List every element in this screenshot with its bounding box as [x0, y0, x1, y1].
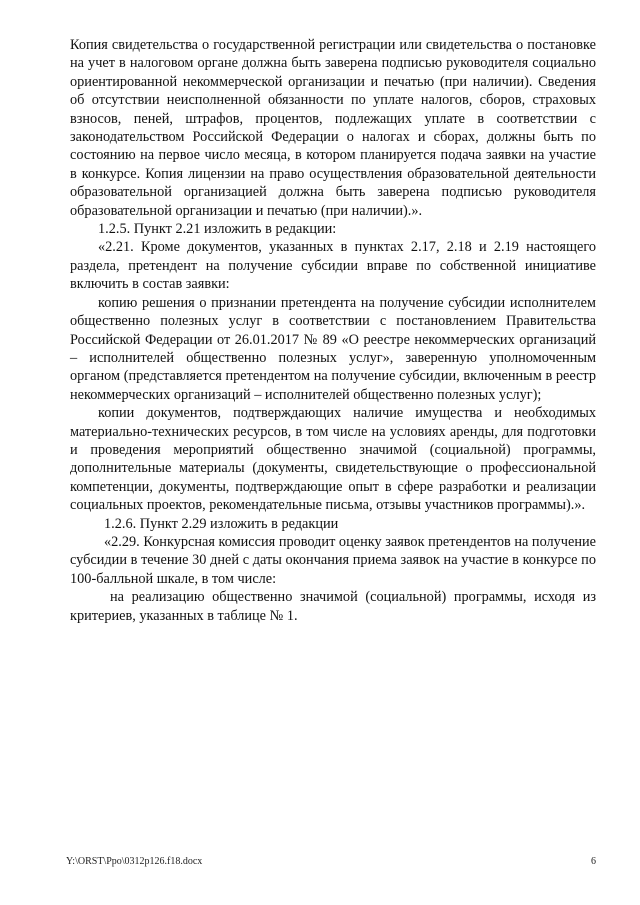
paragraph-item-1-2-6: 1.2.6. Пункт 2.29 изложить в редакции — [104, 515, 339, 532]
document-body — [70, 36, 596, 625]
paragraph-item-1-2-5: 1.2.5. Пункт 2.21 изложить в редакции: — [98, 221, 337, 238]
footer-file-path: Y:\ORST\Ppo\0312p126.f18.docx — [66, 856, 203, 867]
paragraph-clause-2-29: «2.29. Конкурсная комиссия проводит оценку заявок претендентов на получение субсидии в течение 30 дней с даты окончания приема заявок на участие в конкурсе по 100-балльной шкале, в том числе: — [70, 533, 596, 587]
paragraph-program-criteria: на реализацию общественно значимой (социальной) программы, исходя из критериев, указанных в таблице № 1. — [70, 589, 596, 624]
paragraph-property-documents: копии документов, подтверждающих наличие имущества и необходимых материально-технических ресурсов, в том числе на условиях аренды, для подготовки и проведения мероприятий общественно значимой (социальной) программы, дополнительные материалы (документы, свидетельствующие о профессиональной компетенции, документы, подтверждающие опыт в сфере разработки и реализации социальных проектов, рекомендательные письма, отзывы участников программы).». — [70, 405, 596, 514]
paragraph-registry-decision: копию решения о признании претендента на получение субсидии исполнителем общественно полезных услуг в соответствии с постановлением Правительства Российской Федерации от 26.01.2017 № 89 «О реестре некоммерческих организаций – исполнителей общественно полезных услуг», заверенную уполномоченным органом (представляется претендентом на получение субсидии, включенным в реестр некоммерческих организаций – исполнителей общественно полезных услуг); — [70, 294, 596, 403]
paragraph-copy-requirements: Копия свидетельства о государственной регистрации или свидетельства о постановке на учет в налоговом органе должна быть заверена подписью руководителя социально ориентированной некоммерческой организации и печатью (при наличии). Сведения об отсутствии неисполненной обязанности по уплате налогов, сборов, страховых взносов, пеней, штрафов, процентов, подлежащих уплате в соответствии с законодательством Российской Федерации о налогах и сборах, должны быть по состоянию на первое число месяца, в котором планируется подача заявки на участие в конкурсе. Копия лицензии на право осуществления образовательной деятельности образовательной организацией должна быть заверена подписью руководителя образовательной организации и печатью (при наличии).». — [70, 37, 596, 219]
paragraph-clause-2-21: «2.21. Кроме документов, указанных в пунктах 2.17, 2.18 и 2.19 настоящего раздела, претендент на получение субсидии вправе по собственной инициативе включить в состав заявки: — [70, 239, 596, 293]
footer-page-number: 6 — [591, 856, 596, 867]
